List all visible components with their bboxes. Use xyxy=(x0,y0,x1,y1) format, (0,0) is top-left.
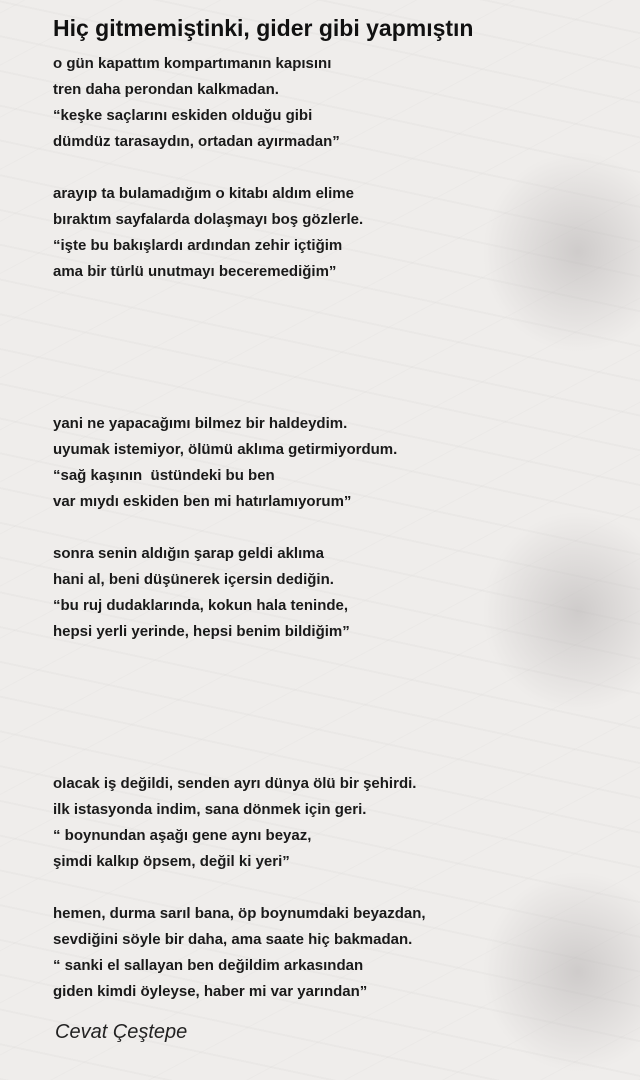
poem-line: “işte bu bakışlardı ardından zehir içtiğim xyxy=(53,237,343,254)
poem-title: Hiç gitmemiştinki, gider gibi yapmıştın xyxy=(53,15,474,41)
stanza-1 xyxy=(53,51,340,155)
poem-line: “ boynundan aşağı gene aynı beyaz, xyxy=(53,827,312,844)
poem-line: “ sanki el sallayan ben değildim arkasından xyxy=(53,957,364,974)
poem-line: olacak iş değildi, senden ayrı dünya ölü bir şehirdi. xyxy=(53,775,417,792)
poem-line: ama bir türlü unutmayı beceremediğim” xyxy=(53,263,337,280)
poem-line: ilk istasyonda indim, sana dönmek için geri. xyxy=(53,801,367,818)
poem-line: sevdiğini söyle bir daha, ama saate hiç bakmadan. xyxy=(53,931,413,948)
stanza-5 xyxy=(53,771,416,875)
poem-line: “keşke saçlarını eskiden olduğu gibi xyxy=(53,107,313,124)
poem-line: “sağ kaşının üstündeki bu ben xyxy=(53,467,275,484)
stanza-4 xyxy=(53,541,350,645)
poem-line: o gün kapattım kompartımanın kapısını xyxy=(53,55,332,72)
stanza-3 xyxy=(53,411,397,515)
poem-line: bıraktım sayfalarda dolaşmayı boş gözlerle. xyxy=(53,211,364,228)
poem-line: şimdi kalkıp öpsem, değil ki yeri” xyxy=(53,853,290,870)
poem-line: “bu ruj dudaklarında, kokun hala teninde, xyxy=(53,597,349,614)
poem-author: Cevat Çeştepe xyxy=(55,1021,188,1043)
poem-line: var mıydı eskiden ben mi hatırlamıyorum” xyxy=(53,493,352,510)
poem-line: yani ne yapacağımı bilmez bir haldeydim. xyxy=(53,415,348,432)
stanza-6 xyxy=(53,901,426,1005)
poem-line: hepsi yerli yerinde, hepsi benim bildiğim” xyxy=(53,623,350,640)
poem-line: arayıp ta bulamadığım o kitabı aldım elime xyxy=(53,185,354,202)
poem-line: sonra senin aldığın şarap geldi aklıma xyxy=(53,545,324,562)
poem-line: hani al, beni düşünerek içersin dediğin. xyxy=(53,571,334,588)
poem-line: tren daha perondan kalkmadan. xyxy=(53,81,279,98)
poem-line: hemen, durma sarıl bana, öp boynumdaki beyazdan, xyxy=(53,905,426,922)
stanza-2 xyxy=(53,181,363,285)
poem-line: dümdüz tarasaydın, ortadan ayırmadan” xyxy=(53,133,340,150)
poem-line: uyumak istemiyor, ölümü aklıma getirmiyordum. xyxy=(53,441,398,458)
poem-line: giden kimdi öyleyse, haber mi var yarından” xyxy=(53,983,368,1000)
